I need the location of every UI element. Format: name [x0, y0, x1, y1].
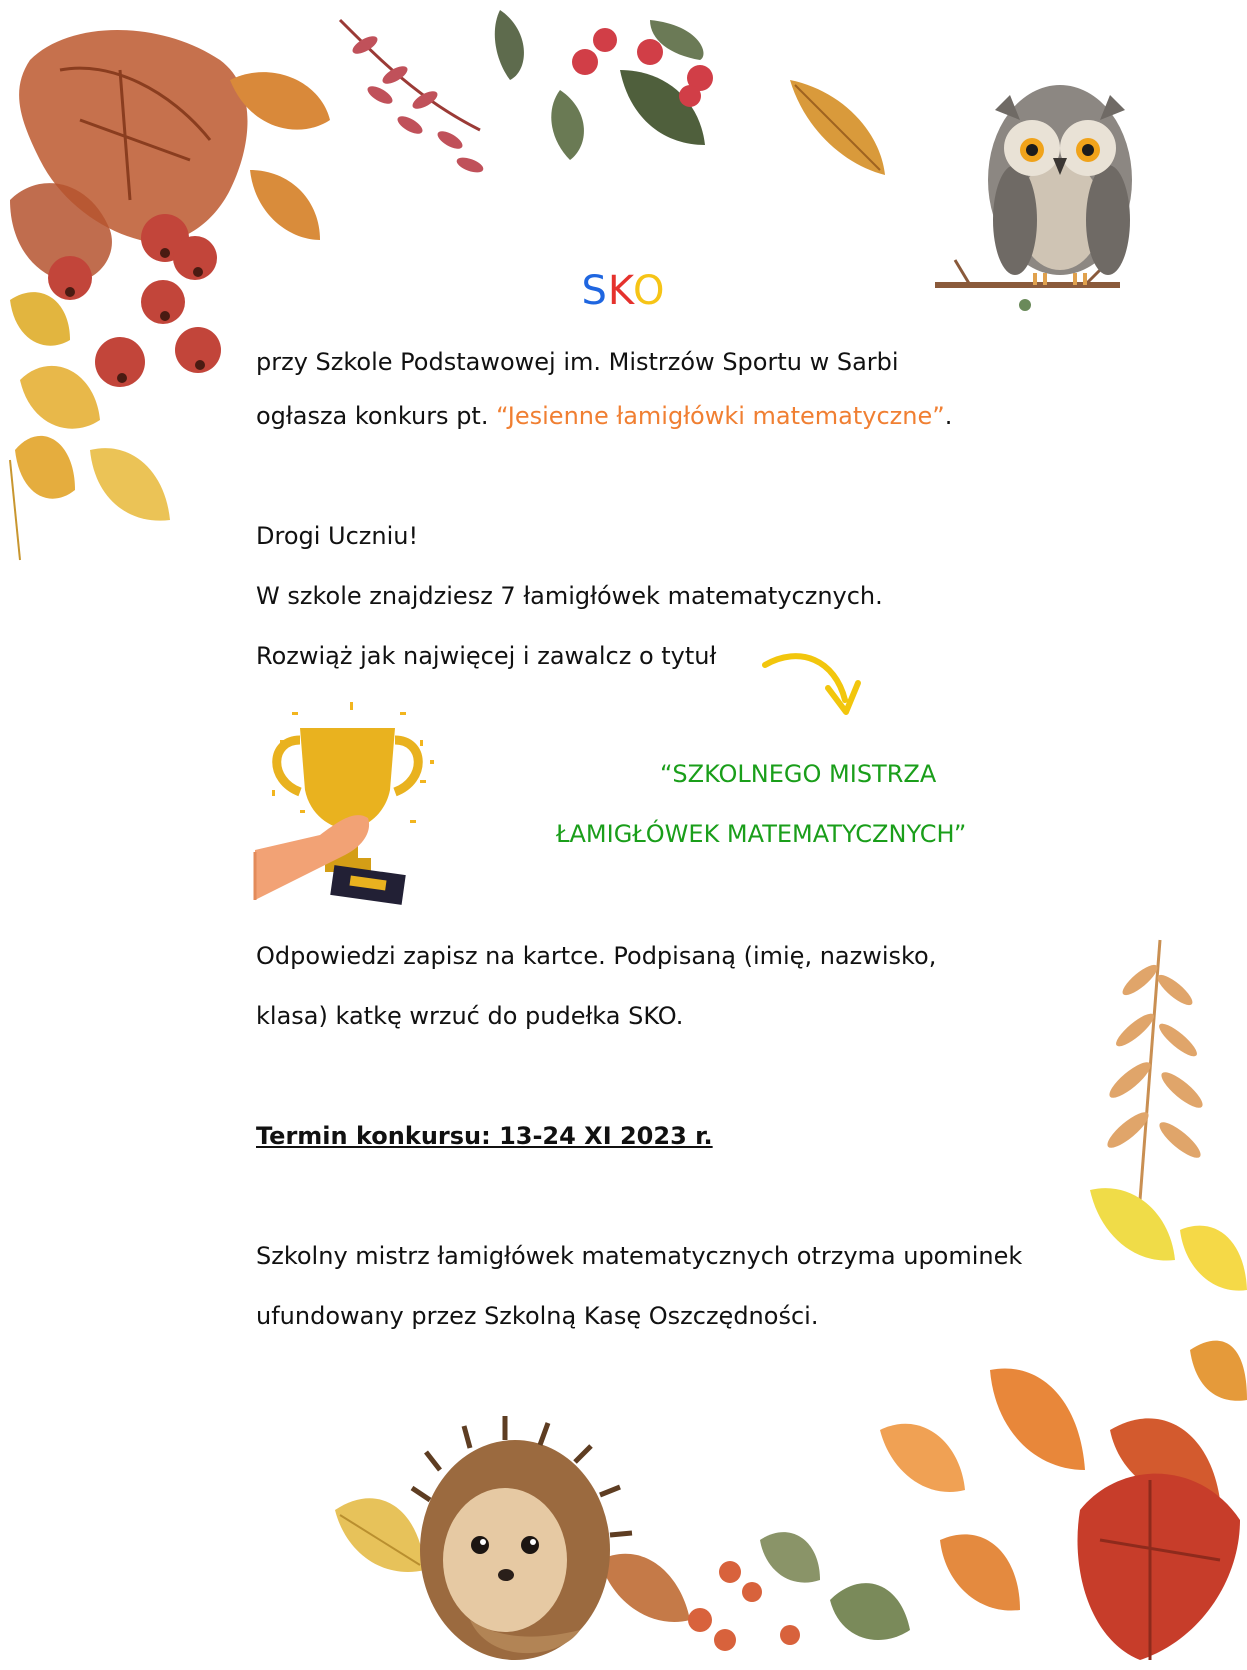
title-letter-k: K	[607, 268, 633, 314]
compete-line: Rozwiąż jak najwięcej i zawalcz o tytuł	[256, 642, 717, 670]
title-letter-s: S	[581, 268, 608, 314]
sko-title	[0, 268, 1247, 314]
award-title-line2: ŁAMIGŁÓWEK MATEMATYCZNYCH”	[556, 820, 967, 848]
intro-suffix: .	[944, 402, 953, 430]
deadline: Termin konkursu: 13-24 XI 2023 r.	[256, 1122, 713, 1150]
hedgehog-icon	[412, 1416, 632, 1660]
prize-line2: ufundowany przez Szkolną Kasę Oszczędności.	[256, 1302, 819, 1330]
puzzles-count-line: W szkole znajdziesz 7 łamigłówek matematycznych.	[256, 582, 883, 610]
greeting: Drogi Uczniu!	[256, 522, 419, 550]
intro-prefix: ogłasza konkurs pt.	[256, 402, 497, 430]
intro-contest-line	[256, 400, 952, 432]
trophy-icon	[255, 702, 434, 905]
award-title-line1: “SZKOLNEGO MISTRZA	[660, 760, 937, 788]
arrow-icon	[765, 656, 858, 712]
intro-school-line: przy Szkole Podstawowej im. Mistrzów Sportu w Sarbi	[256, 348, 899, 376]
title-letter-o: O	[632, 268, 666, 314]
prize-line1: Szkolny mistrz łamigłówek matematycznych otrzyma upominek	[256, 1242, 1023, 1270]
contest-name: “Jesienne łamigłówki matematyczne”	[496, 402, 945, 430]
instructions-line1: Odpowiedzi zapisz na kartce. Podpisaną (imię, nazwisko,	[256, 942, 937, 970]
instructions-line2: klasa) katkę wrzuć do pudełka SKO.	[256, 1002, 684, 1030]
